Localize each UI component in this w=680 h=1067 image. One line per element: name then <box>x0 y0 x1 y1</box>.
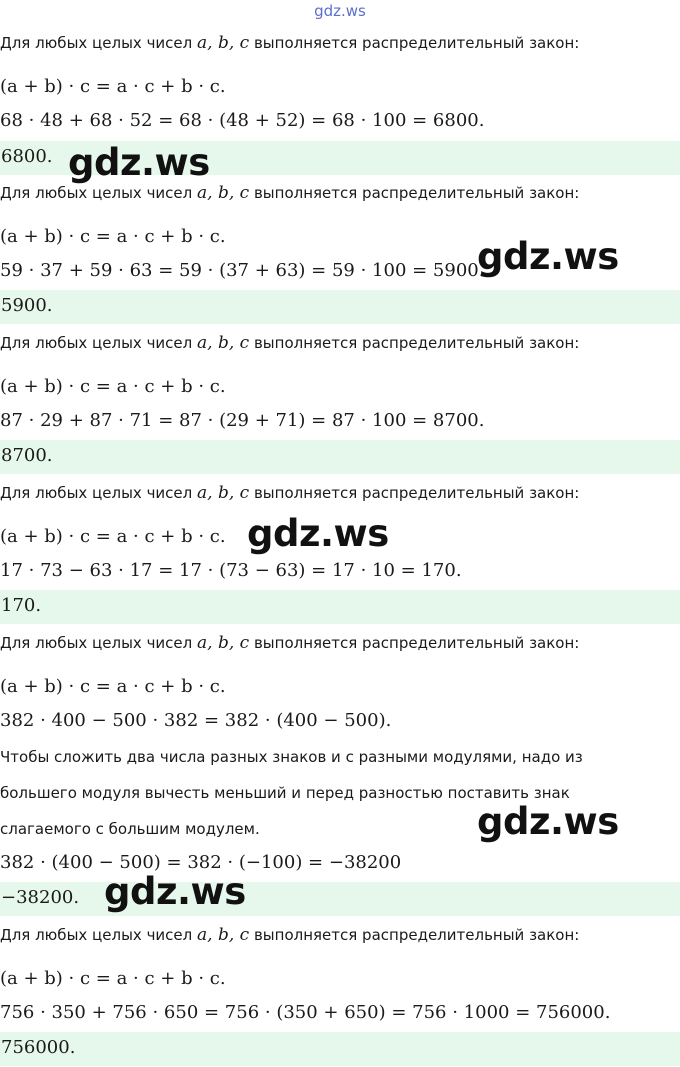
site-header-link[interactable]: gdz.ws <box>314 2 366 20</box>
distributive-law: (a + b) · c = a · c + b · c. <box>0 376 226 397</box>
intro-prefix: Для любых целых чисел <box>0 926 193 944</box>
rule-text-line: большего модуля вычесть меньший и перед разностью поставить знак <box>0 784 570 802</box>
intro-text <box>0 33 579 53</box>
answer-value: −38200. <box>1 887 80 908</box>
rule-text-line: Чтобы сложить два числа разных знаков и с разными модулями, надо из <box>0 748 583 766</box>
intro-prefix: Для любых целых чисел <box>0 484 193 502</box>
distributive-law: (a + b) · c = a · c + b · c. <box>0 968 226 989</box>
answer-value: 756000. <box>1 1037 76 1058</box>
answer-value: 5900. <box>1 295 53 316</box>
intro-prefix: Для любых целых чисел <box>0 634 193 652</box>
intro-variables: a, b, c <box>197 183 250 203</box>
intro-suffix: выполняется распределительный закон: <box>253 926 580 944</box>
calculation: 756 · 350 + 756 · 650 = 756 · (350 + 650) = 756 · 1000 = 756000. <box>0 1002 611 1023</box>
watermark: gdz.ws <box>477 800 619 843</box>
watermark: gdz.ws <box>477 235 619 278</box>
answer-value: 170. <box>1 595 42 616</box>
intro-prefix: Для любых целых чисел <box>0 334 193 352</box>
intro-variables: a, b, c <box>197 925 250 945</box>
answer-value: 6800. <box>1 146 53 167</box>
calculation: 59 · 37 + 59 · 63 = 59 · (37 + 63) = 59 · 100 = 5900. <box>0 260 485 281</box>
watermark: gdz.ws <box>104 870 246 913</box>
intro-suffix: выполняется распределительный закон: <box>253 634 580 652</box>
answer-row <box>0 290 680 324</box>
intro-suffix: выполняется распределительный закон: <box>253 334 580 352</box>
answer-row <box>0 1032 680 1066</box>
watermark: gdz.ws <box>247 512 389 555</box>
intro-prefix: Для любых целых чисел <box>0 184 193 202</box>
rule-text-line: слагаемого с большим модулем. <box>0 820 260 838</box>
intro-variables: a, b, c <box>197 483 250 503</box>
answer-row <box>0 440 680 474</box>
intro-text <box>0 483 579 503</box>
calculation: 17 · 73 − 63 · 17 = 17 · (73 − 63) = 17 · 10 = 170. <box>0 560 462 581</box>
intro-variables: a, b, c <box>197 33 250 53</box>
intro-variables: a, b, c <box>197 333 250 353</box>
answer-value: 8700. <box>1 445 53 466</box>
intro-text <box>0 183 579 203</box>
calculation: 382 · (400 − 500) = 382 · (−100) = −38200 <box>0 852 402 873</box>
answer-row <box>0 882 680 916</box>
intro-text <box>0 333 579 353</box>
intro-suffix: выполняется распределительный закон: <box>253 184 580 202</box>
distributive-law: (a + b) · c = a · c + b · c. <box>0 226 226 247</box>
distributive-law: (a + b) · c = a · c + b · c. <box>0 676 226 697</box>
distributive-law: (a + b) · c = a · c + b · c. <box>0 76 226 97</box>
calculation: 87 · 29 + 87 · 71 = 87 · (29 + 71) = 87 · 100 = 8700. <box>0 410 485 431</box>
intro-suffix: выполняется распределительный закон: <box>253 484 580 502</box>
distributive-law: (a + b) · c = a · c + b · c. <box>0 526 226 547</box>
intro-prefix: Для любых целых чисел <box>0 34 193 52</box>
intro-text <box>0 925 579 945</box>
intro-variables: a, b, c <box>197 633 250 653</box>
watermark: gdz.ws <box>68 141 210 184</box>
calculation: 382 · 400 − 500 · 382 = 382 · (400 − 500). <box>0 710 392 731</box>
answer-row <box>0 590 680 624</box>
calculation: 68 · 48 + 68 · 52 = 68 · (48 + 52) = 68 · 100 = 6800. <box>0 110 485 131</box>
intro-suffix: выполняется распределительный закон: <box>253 34 580 52</box>
intro-text <box>0 633 579 653</box>
